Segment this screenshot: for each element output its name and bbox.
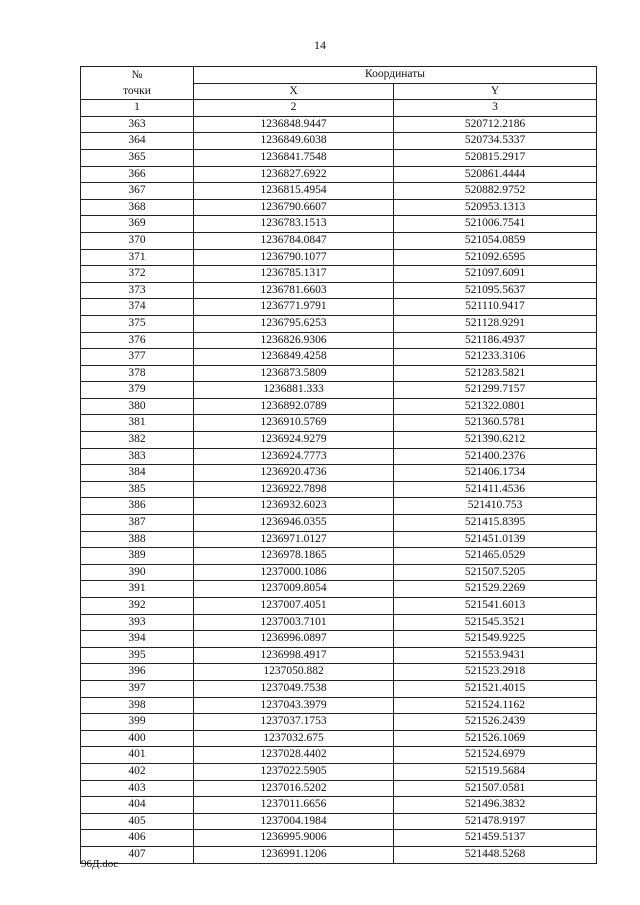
table-row	[81, 813, 597, 830]
x-coordinate-cell: 1236932.6023	[194, 498, 394, 515]
table-row	[81, 498, 597, 515]
y-coordinate-cell: 521507.0581	[394, 780, 597, 797]
y-coordinate-cell: 521097.6091	[394, 266, 597, 283]
table-row	[81, 730, 597, 747]
x-coordinate-cell: 1236790.6607	[194, 199, 394, 216]
x-coordinate-cell: 1236849.6038	[194, 133, 394, 150]
y-coordinate-cell: 521390.6212	[394, 432, 597, 449]
x-coordinate-cell: 1237049.7538	[194, 680, 394, 697]
y-coordinate-cell: 521322.0801	[394, 398, 597, 415]
table-row	[81, 714, 597, 731]
point-number-cell: 399	[81, 714, 194, 731]
x-coordinate-cell: 1237004.1984	[194, 813, 394, 830]
point-number-cell: 369	[81, 216, 194, 233]
point-number-cell: 366	[81, 166, 194, 183]
table-row	[81, 166, 597, 183]
y-coordinate-cell: 521092.6595	[394, 249, 597, 266]
x-coordinate-cell: 1237000.1086	[194, 564, 394, 581]
x-coordinate-cell: 1236781.6603	[194, 282, 394, 299]
point-number-cell: 387	[81, 515, 194, 532]
point-number-cell: 401	[81, 747, 194, 764]
table-row	[81, 365, 597, 382]
point-number-cell: 376	[81, 332, 194, 349]
point-number-cell: 381	[81, 415, 194, 432]
y-coordinate-cell: 521529.2269	[394, 581, 597, 598]
x-coordinate-cell: 1236784.0847	[194, 232, 394, 249]
point-number-cell: 372	[81, 266, 194, 283]
point-number-cell: 380	[81, 398, 194, 415]
table-row	[81, 465, 597, 482]
y-coordinate-cell: 521507.5205	[394, 564, 597, 581]
y-coordinate-cell: 520953.1313	[394, 199, 597, 216]
x-coordinate-cell: 1236783.1513	[194, 216, 394, 233]
y-header: Y	[394, 83, 597, 100]
point-number-cell: 393	[81, 614, 194, 631]
y-coordinate-cell: 521553.9431	[394, 647, 597, 664]
x-coordinate-cell: 1236790.1077	[194, 249, 394, 266]
y-coordinate-cell: 521299.7157	[394, 382, 597, 399]
point-number-cell: 396	[81, 664, 194, 681]
y-coordinate-cell: 521400.2376	[394, 448, 597, 465]
table-row	[81, 382, 597, 399]
y-coordinate-cell: 521406.1734	[394, 465, 597, 482]
x-coordinate-cell: 1236920.4736	[194, 465, 394, 482]
point-number-cell: 400	[81, 730, 194, 747]
y-coordinate-cell: 521465.0529	[394, 548, 597, 565]
x-coordinate-cell: 1237016.5202	[194, 780, 394, 797]
x-coordinate-cell: 1236910.5769	[194, 415, 394, 432]
y-coordinate-cell: 521496.3832	[394, 797, 597, 814]
x-coordinate-cell: 1236873.5809	[194, 365, 394, 382]
table-row	[81, 481, 597, 498]
table-row	[81, 631, 597, 648]
table-row	[81, 664, 597, 681]
point-number-cell: 365	[81, 149, 194, 166]
table-row	[81, 797, 597, 814]
point-number-cell: 403	[81, 780, 194, 797]
table-row	[81, 249, 597, 266]
y-coordinate-cell: 521519.5684	[394, 763, 597, 780]
x-coordinate-cell: 1236881.333	[194, 382, 394, 399]
y-coordinate-cell: 521524.6979	[394, 747, 597, 764]
y-coordinate-cell: 520734.5337	[394, 133, 597, 150]
x-header: X	[194, 83, 394, 100]
point-number-cell: 377	[81, 349, 194, 366]
table-row	[81, 133, 597, 150]
y-coordinate-cell: 520861.4444	[394, 166, 597, 183]
table-row	[81, 116, 597, 133]
table-row	[81, 282, 597, 299]
table-row	[81, 515, 597, 532]
y-coordinate-cell: 521526.2439	[394, 714, 597, 731]
table-row	[81, 598, 597, 615]
column-index-3: 3	[394, 100, 597, 117]
x-coordinate-cell: 1237043.3979	[194, 697, 394, 714]
point-number-cell: 404	[81, 797, 194, 814]
point-number-cell: 384	[81, 465, 194, 482]
table-row	[81, 647, 597, 664]
point-number-label: точки	[123, 85, 151, 98]
y-coordinate-cell: 520712.2186	[394, 116, 597, 133]
x-coordinate-cell: 1236946.0355	[194, 515, 394, 532]
table-header	[81, 67, 597, 117]
x-coordinate-cell: 1237007.4051	[194, 598, 394, 615]
x-coordinate-cell: 1237009.8054	[194, 581, 394, 598]
point-number-cell: 385	[81, 481, 194, 498]
table-row	[81, 232, 597, 249]
y-coordinate-cell: 521233.3106	[394, 349, 597, 366]
point-number-cell: 368	[81, 199, 194, 216]
table-row	[81, 299, 597, 316]
table-row	[81, 763, 597, 780]
x-coordinate-cell: 1236978.1865	[194, 548, 394, 565]
table-row	[81, 564, 597, 581]
x-coordinate-cell: 1237011.6656	[194, 797, 394, 814]
y-coordinate-cell: 521451.0139	[394, 531, 597, 548]
y-coordinate-cell: 521095.5637	[394, 282, 597, 299]
point-number-cell: 405	[81, 813, 194, 830]
point-number-cell: 373	[81, 282, 194, 299]
y-coordinate-cell: 521524.1162	[394, 697, 597, 714]
table-row	[81, 266, 597, 283]
point-number-cell: 389	[81, 548, 194, 565]
point-number-cell: 390	[81, 564, 194, 581]
table-row	[81, 846, 597, 863]
x-coordinate-cell: 1236826.9306	[194, 332, 394, 349]
y-coordinate-cell: 521360.5781	[394, 415, 597, 432]
x-coordinate-cell: 1237037.1753	[194, 714, 394, 731]
x-coordinate-cell: 1237022.5905	[194, 763, 394, 780]
y-coordinate-cell: 520815.2917	[394, 149, 597, 166]
point-number-symbol: №	[131, 69, 143, 82]
point-number-cell: 379	[81, 382, 194, 399]
point-number-cell: 391	[81, 581, 194, 598]
x-coordinate-cell: 1236815.4954	[194, 183, 394, 200]
point-number-cell: 407	[81, 846, 194, 863]
table-row	[81, 183, 597, 200]
point-number-cell: 398	[81, 697, 194, 714]
x-coordinate-cell: 1237050.882	[194, 664, 394, 681]
x-coordinate-cell: 1236995.9006	[194, 830, 394, 847]
point-number-cell: 363	[81, 116, 194, 133]
y-coordinate-cell: 521128.9291	[394, 315, 597, 332]
table-row	[81, 680, 597, 697]
point-number-cell: 392	[81, 598, 194, 615]
y-coordinate-cell: 521448.5268	[394, 846, 597, 863]
y-coordinate-cell: 521526.1069	[394, 730, 597, 747]
y-coordinate-cell: 521523.2918	[394, 664, 597, 681]
point-number-cell: 386	[81, 498, 194, 515]
point-number-cell: 406	[81, 830, 194, 847]
table-body	[81, 116, 597, 863]
point-number-cell: 370	[81, 232, 194, 249]
y-coordinate-cell: 521110.9417	[394, 299, 597, 316]
x-coordinate-cell: 1236771.9791	[194, 299, 394, 316]
point-number-cell: 388	[81, 531, 194, 548]
x-coordinate-cell: 1237028.4402	[194, 747, 394, 764]
point-number-cell: 364	[81, 133, 194, 150]
y-coordinate-cell: 521549.9225	[394, 631, 597, 648]
coordinates-table	[80, 66, 597, 864]
table-row	[81, 747, 597, 764]
x-coordinate-cell: 1237032.675	[194, 730, 394, 747]
y-coordinate-cell: 521541.6013	[394, 598, 597, 615]
x-coordinate-cell: 1236998.4917	[194, 647, 394, 664]
x-coordinate-cell: 1236785.1317	[194, 266, 394, 283]
x-coordinate-cell: 1236922.7898	[194, 481, 394, 498]
table-row	[81, 432, 597, 449]
x-coordinate-cell: 1236848.9447	[194, 116, 394, 133]
table-row	[81, 780, 597, 797]
y-coordinate-cell: 521006.7541	[394, 216, 597, 233]
x-coordinate-cell: 1236996.0897	[194, 631, 394, 648]
y-coordinate-cell: 521478.9197	[394, 813, 597, 830]
table-row	[81, 531, 597, 548]
x-coordinate-cell: 1236795.6253	[194, 315, 394, 332]
column-index-1: 1	[81, 100, 194, 117]
point-number-cell: 397	[81, 680, 194, 697]
y-coordinate-cell: 520882.9752	[394, 183, 597, 200]
table-row	[81, 697, 597, 714]
point-number-cell: 374	[81, 299, 194, 316]
point-number-cell: 371	[81, 249, 194, 266]
y-coordinate-cell: 521545.3521	[394, 614, 597, 631]
table-row	[81, 581, 597, 598]
table-row	[81, 415, 597, 432]
coordinates-header: Координаты	[194, 67, 597, 84]
x-coordinate-cell: 1236924.9279	[194, 432, 394, 449]
table-row	[81, 398, 597, 415]
x-coordinate-cell: 1236991.1206	[194, 846, 394, 863]
x-coordinate-cell: 1236841.7548	[194, 149, 394, 166]
table-row	[81, 614, 597, 631]
x-coordinate-cell: 1236924.7773	[194, 448, 394, 465]
point-number-cell: 402	[81, 763, 194, 780]
y-coordinate-cell: 521521.4015	[394, 680, 597, 697]
y-coordinate-cell: 521410.753	[394, 498, 597, 515]
table-row	[81, 199, 597, 216]
footer-filename: 96Д.doc	[81, 858, 119, 870]
point-number-header	[81, 67, 194, 100]
y-coordinate-cell: 521459.5137	[394, 830, 597, 847]
point-number-cell: 383	[81, 448, 194, 465]
y-coordinate-cell: 521415.8395	[394, 515, 597, 532]
table-row	[81, 315, 597, 332]
point-number-cell: 375	[81, 315, 194, 332]
table-row	[81, 216, 597, 233]
point-number-cell: 382	[81, 432, 194, 449]
x-coordinate-cell: 1236849.4258	[194, 349, 394, 366]
x-coordinate-cell: 1236892.0789	[194, 398, 394, 415]
y-coordinate-cell: 521054.0859	[394, 232, 597, 249]
point-number-cell: 367	[81, 183, 194, 200]
table-row	[81, 548, 597, 565]
table-row	[81, 332, 597, 349]
point-number-cell: 395	[81, 647, 194, 664]
point-number-cell: 378	[81, 365, 194, 382]
table-row	[81, 830, 597, 847]
y-coordinate-cell: 521186.4937	[394, 332, 597, 349]
x-coordinate-cell: 1236827.6922	[194, 166, 394, 183]
x-coordinate-cell: 1237003.7101	[194, 614, 394, 631]
page-number: 14	[314, 38, 326, 52]
table-row	[81, 448, 597, 465]
table-row	[81, 149, 597, 166]
point-number-cell: 394	[81, 631, 194, 648]
y-coordinate-cell: 521411.4536	[394, 481, 597, 498]
column-index-2: 2	[194, 100, 394, 117]
y-coordinate-cell: 521283.5821	[394, 365, 597, 382]
table-row	[81, 349, 597, 366]
x-coordinate-cell: 1236971.0127	[194, 531, 394, 548]
